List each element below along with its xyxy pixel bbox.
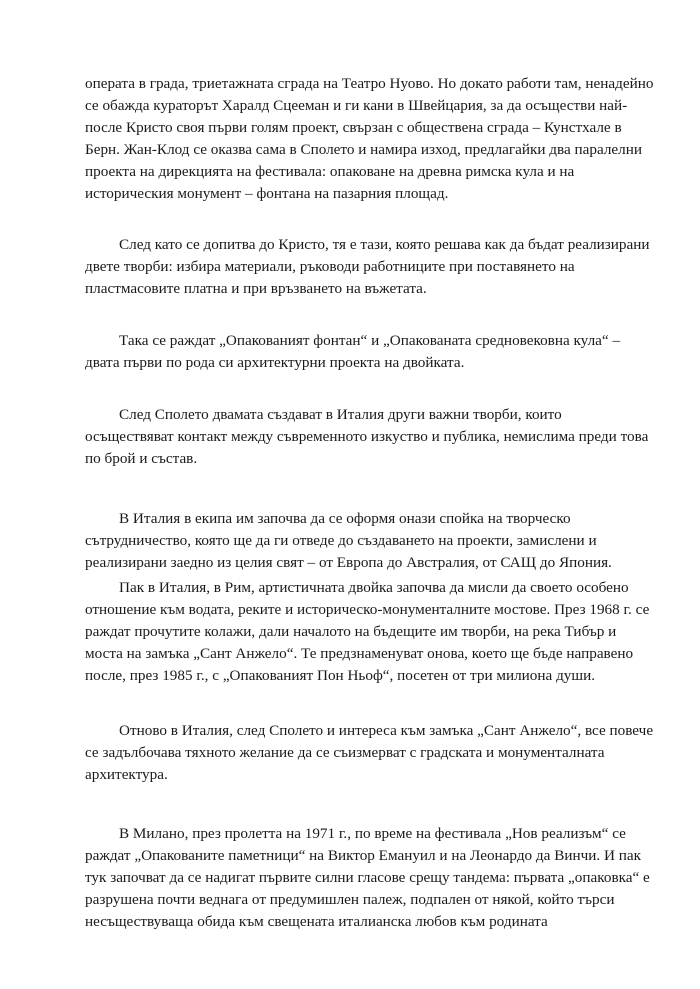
paragraph-4 <box>85 404 649 470</box>
paragraph-3 <box>85 330 625 374</box>
paragraph-1 <box>85 73 654 205</box>
text-line: двата първи по рода си архитектурни проекта на двойката. <box>85 354 465 371</box>
text-line: моста на замъка „Сант Анжело“. Те предзнаменуват онова, което ще бъде направено <box>85 645 634 662</box>
text-line: тук започват да се надигат първите силни гласове срещу тандема: първата „опаковка“ е <box>85 869 650 886</box>
text-line: раждат „Опакованите паметници“ на Виктор Емануил и на Леонардо да Винчи. И пак <box>85 847 641 864</box>
text-line: отношение към водата, реките и историческо-монументалните мостове. През 1968 г. се <box>85 601 650 618</box>
text-line: Пак в Италия, в Рим, артистичната двойка започва да мисли да своето особено <box>119 579 629 596</box>
text-line: после, през 1985 г., с „Опакованият Пон Ньоф“, посетен от три милиона души. <box>85 667 596 684</box>
text-line: сътрудничество, която ще да ги отведе до създаването на проекти, замислени и <box>85 532 597 549</box>
text-line: несъществуваща обида към свещената италианска любов към родината <box>85 913 548 930</box>
text-line: после Кристо своя първи голям проект, свързан с обществена сграда – Кунстхале в <box>85 119 622 136</box>
text-line: архитектура. <box>85 766 168 783</box>
paragraph-7 <box>85 720 654 786</box>
text-line: разрушена почти веднага от предумишлен палеж, подпален от някой, който търси <box>85 891 615 908</box>
text-line: по брой и състав. <box>85 450 198 467</box>
text-line: Берн. Жан-Клод се оказва сама в Сполето и намира изход, предлагайки два паралелни <box>85 141 642 158</box>
text-line: се задълбочава тяхното желание да се съизмерват с градската и монументалната <box>85 744 605 761</box>
text-line: Така се раждат „Опакованият фонтан“ и „Опакованата средновековна кула“ – <box>119 332 621 349</box>
paragraph-2 <box>85 234 650 300</box>
paragraph-8 <box>85 823 650 933</box>
text-line: осъществяват контакт между съвременното изкуство и публика, немислима преди това <box>85 428 649 445</box>
text-line: След Сполето двамата създават в Италия други важни творби, които <box>119 406 562 423</box>
text-line: В Милано, през пролетта на 1971 г., по време на фестивала „Нов реализъм“ се <box>119 825 626 842</box>
text-line: Отново в Италия, след Сполето и интереса към замъка „Сант Анжело“, все повече <box>119 722 654 739</box>
text-line: историческия монумент – фонтана на пазарния площад. <box>85 185 449 202</box>
text-line: проекта на дирекцията на фестивала: опаковане на древна римска кула и на <box>85 163 575 180</box>
paragraph-6 <box>85 577 650 687</box>
text-line: операта в града, триетажната сграда на Театро Нуово. Но докато работи там, ненадейно <box>85 75 654 92</box>
text-line: пластмасовите платна и при връзването на въжетата. <box>85 280 427 297</box>
text-line: реализирани заедно из целия свят – от Европа до Австралия, от САЩ до Япония. <box>85 554 612 571</box>
paragraph-5 <box>85 508 625 574</box>
text-line: След като се допитва до Кристо, тя е тази, която решава как да бъдат реализирани <box>119 236 650 253</box>
text-line: двете творби: избира материали, ръководи работниците при поставянето на <box>85 258 575 275</box>
text-line: раждат прочутите колажи, дали началото на бъдещите им творби, на река Тибър и <box>85 623 617 640</box>
text-line: В Италия в екипа им започва да се оформя онази спойка на творческо <box>119 510 571 527</box>
text-line: се обажда кураторът Харалд Сцееман и ги кани в Швейцария, за да осъществи най- <box>85 97 628 114</box>
